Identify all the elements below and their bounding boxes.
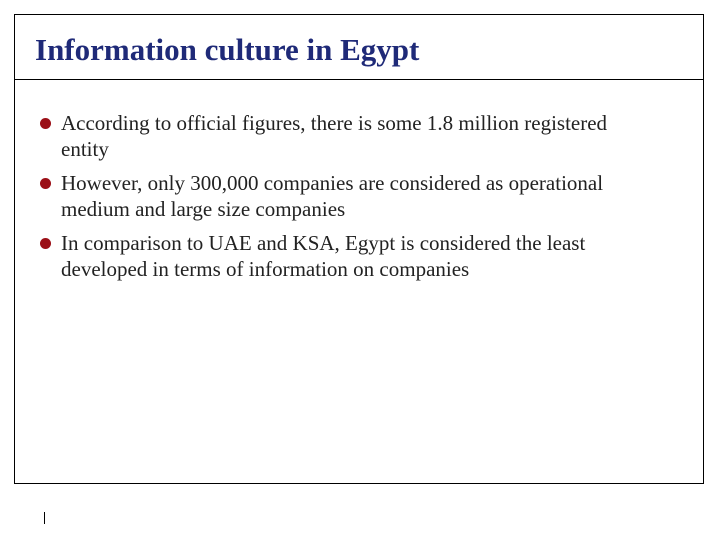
bullet-line: According to official figures, there is some 1.8 million registered bbox=[61, 111, 608, 135]
bullet-dot-icon bbox=[40, 118, 51, 129]
bullet-line: entity bbox=[61, 137, 109, 161]
title-divider bbox=[15, 79, 703, 80]
bullet-line: developed in terms of information on companies bbox=[61, 257, 470, 281]
bullet-line: In comparison to UAE and KSA, Egypt is considered the least bbox=[61, 231, 586, 255]
slide-title: Information culture in Egypt bbox=[35, 32, 420, 67]
footer-tick bbox=[44, 512, 45, 524]
bullet-line: However, only 300,000 companies are considered as operational bbox=[61, 171, 604, 195]
bullet-line: medium and large size companies bbox=[61, 197, 346, 221]
bullet-dot-icon bbox=[40, 178, 51, 189]
bullet-dot-icon bbox=[40, 238, 51, 249]
